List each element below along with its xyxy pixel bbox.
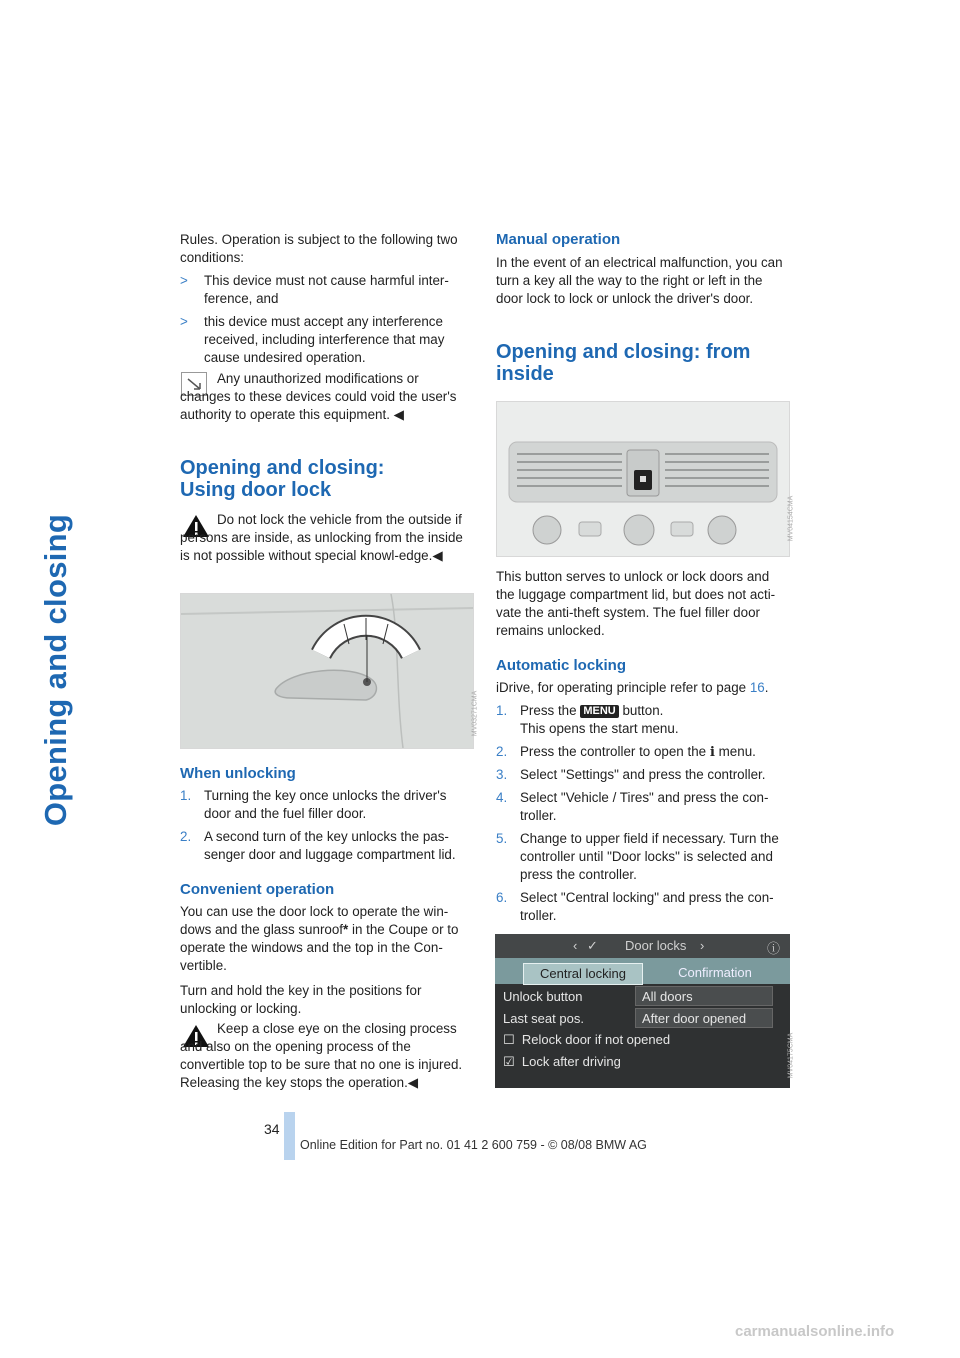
row-value[interactable]: After door opened — [635, 1008, 773, 1028]
auto-block: iDrive, for operating principle refer to page 16. 1. Press the MENU button. This opens the start menu. 2. Press the controller to open the i menu. 3. Select "Settings" and press the controller. 4. Select "Vehicle / Tires" and press the con-troller. 5. Change to upper field if necessary. Turn the controller until "Door locks" is selected and press the controller. 6. Select "Central locking" and press the con-troller. — [496, 679, 791, 925]
convenient-block: You can use the door lock to operate the win-dows and the glass sunroof* in the Coupe or to operate the windows and the top in the Con-vertible. Turn and hold the key in the positions for unlocking or locking. — [180, 904, 459, 1016]
list-item: 1. Turning the key once unlocks the driver's door and the fuel filler door. — [180, 788, 447, 821]
list-item: 5. Change to upper field if necessary. Turn the controller until "Door locks" is selected and press the controller. — [496, 831, 779, 882]
row-value[interactable]: All doors — [635, 986, 773, 1006]
center-console-image — [496, 401, 790, 557]
end-mark: ◀ — [407, 1075, 419, 1090]
left-column — [180, 231, 470, 367]
warning-block-1: Do not lock the vehicle from the outside if persons are inside, as unlocking from the inside is not possible without special knowl-edge.◀ — [180, 512, 463, 563]
unlock-steps — [180, 787, 470, 864]
asterisk-icon: * — [343, 922, 349, 937]
screen-title: Door locks — [625, 938, 687, 953]
checkbox-checked-icon: ☑ — [503, 1054, 515, 1069]
checkbox-row[interactable]: ☑ Lock after driving — [503, 1054, 621, 1069]
heading-when-unlocking: When unlocking — [180, 765, 296, 782]
warning-block-2: Keep a close eye on the closing process and also on the opening process of the convertible top to be sure that no one is injured. Releasing the key stops the operation.◀ — [180, 1021, 463, 1090]
button-text: This button serves to unlock or lock doors and the luggage compartment lid, but does not acti-vate the anti-theft system. The fuel filler door remains unlocked. — [496, 569, 776, 638]
idrive-screen — [495, 934, 790, 1088]
check-icon: ✓ — [587, 938, 598, 953]
menu-key-icon: MENU — [580, 705, 618, 718]
screen-title-bar — [495, 934, 790, 958]
watermark: carmanualsonline.info — [735, 1323, 895, 1340]
heading-convenient-operation: Convenient operation — [180, 881, 335, 898]
page-link[interactable]: 16 — [749, 680, 765, 695]
list-item: 3. Select "Settings" and press the controller. — [496, 767, 766, 782]
image-code: MV03271CMA — [471, 690, 479, 737]
heading-manual-operation: Manual operation — [496, 231, 621, 248]
list-item: 2. Press the controller to open the i menu. — [496, 744, 756, 760]
image-code: MV04175CMA — [787, 1032, 795, 1079]
row-label: Unlock button — [503, 989, 583, 1004]
list-item: 4. Select "Vehicle / Tires" and press the con-troller. — [496, 790, 769, 823]
page-number: 34 — [264, 1121, 280, 1137]
manual-text: In the event of an electrical malfunction, you can turn a key all the way to the right or left in the door lock to lock or unlock the driver's door. — [496, 255, 783, 306]
image-code: MV04154CMA — [787, 495, 795, 542]
info-icon: i — [709, 744, 715, 760]
chevron-right-icon: › — [700, 938, 705, 953]
sidebar-title: Opening and closing — [38, 513, 73, 827]
checkbox-row[interactable]: ☐ Relock door if not opened — [503, 1032, 671, 1047]
chevron-left-icon: ‹ — [573, 938, 578, 953]
row-label: Last seat pos. — [503, 1011, 584, 1026]
heading-from-inside-2: inside — [496, 363, 554, 385]
tab-confirmation[interactable]: Confirmation — [678, 965, 752, 980]
heading-door-lock-2: Using door lock — [180, 479, 332, 501]
checkbox-icon: ☐ — [503, 1032, 515, 1047]
list-item: 6. Select "Central locking" and press the con-troller. — [496, 890, 774, 923]
end-mark: ◀ — [393, 407, 404, 422]
end-mark: ◀ — [432, 548, 443, 563]
intro-text: Rules. Operation is subject to the following two conditions: — [180, 232, 458, 265]
note-block: Any unauthorized modifications or changes to these devices could void the user's authority to operate this equipment. ◀ — [180, 371, 457, 422]
door-lock-image — [180, 593, 474, 749]
footer-bar — [284, 1112, 295, 1160]
heading-automatic-locking: Automatic locking — [496, 657, 627, 674]
bullet-item: > This device must not cause harmful inter-ference, and — [180, 273, 449, 306]
list-item: 1. Press the MENU button. This opens the start menu. — [496, 703, 679, 736]
tab-central-locking[interactable]: Central locking — [523, 963, 643, 985]
bullet-item: > this device must accept any interference received, including interference that may cause undesired operation. — [180, 314, 445, 365]
heading-door-lock-1: Opening and closing: — [180, 457, 385, 479]
list-item: 2. A second turn of the key unlocks the pas-senger door and luggage compartment lid. — [180, 829, 456, 862]
info-icon: ⓘ — [767, 941, 781, 956]
heading-from-inside-1: Opening and closing: from — [496, 341, 751, 363]
footer-edition: Online Edition for Part no. 01 41 2 600 759 - © 08/08 BMW AG — [300, 1138, 647, 1152]
